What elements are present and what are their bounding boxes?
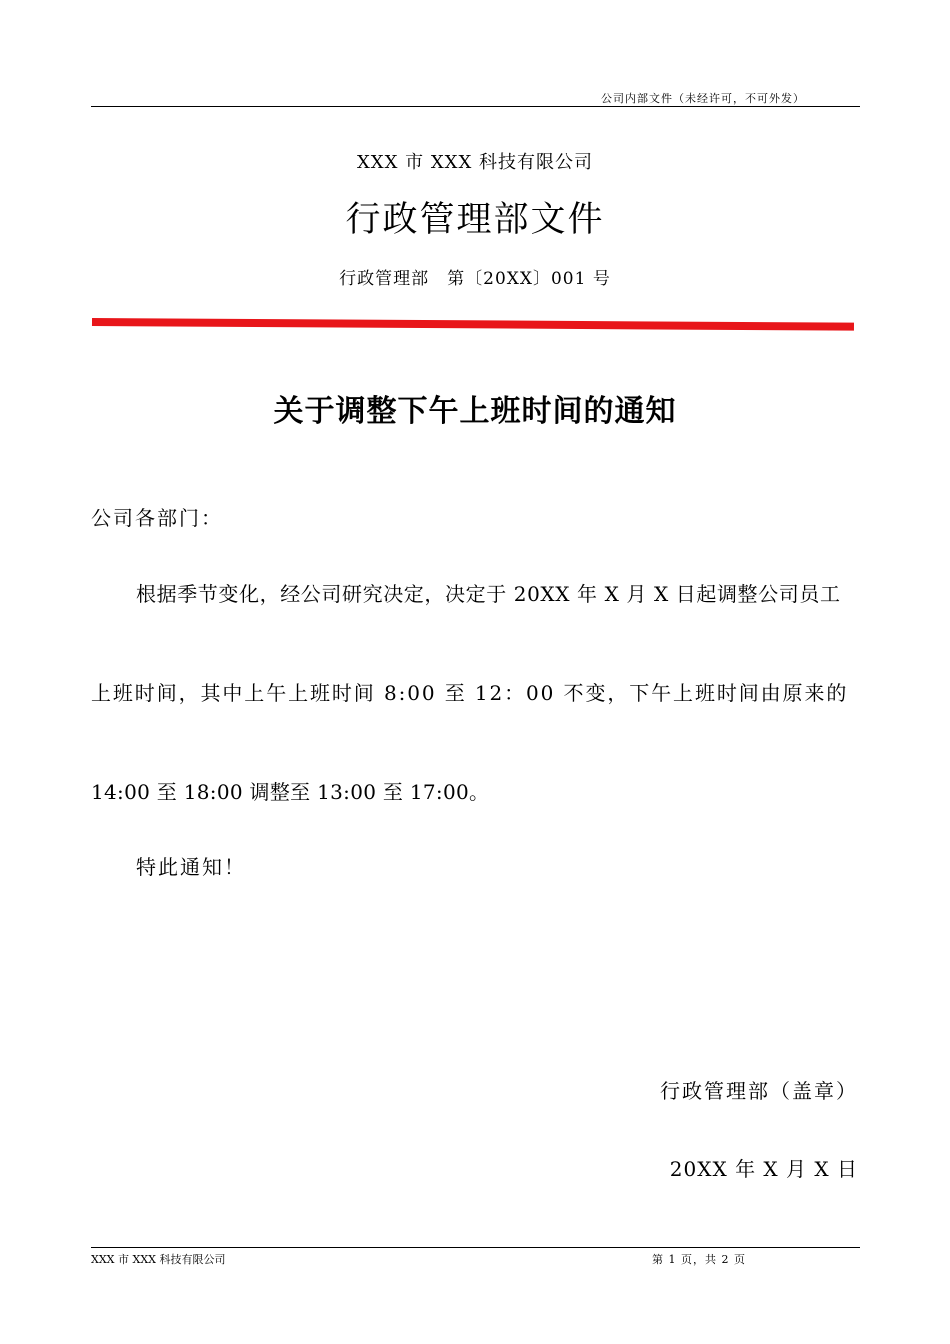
signature-department: 行政管理部（盖章） (660, 1079, 858, 1103)
letterhead-company: XXX 市 XXX 科技有限公司 (356, 152, 594, 173)
letterhead-title: 行政管理部文件 (345, 200, 605, 240)
header-confidential-note: 公司内部文件（未经许可，不可外发） (601, 92, 805, 105)
header-rule (91, 106, 860, 107)
body-line-1: 根据季节变化，经公司研究决定，决定于 20XX 年 X 月 X 日起调整公司员工 (136, 582, 841, 606)
signature-date: 20XX 年 X 月 X 日 (669, 1157, 858, 1181)
footer-rule (91, 1247, 860, 1248)
body-line-3: 14:00 至 18:00 调整至 13:00 至 17:00。 (91, 780, 490, 804)
document-number: 行政管理部 第〔20XX〕001 号 (339, 269, 611, 289)
footer-company: XXX 市 XXX 科技有限公司 (91, 1253, 226, 1266)
red-separator-rule (92, 318, 854, 331)
salutation: 公司各部门： (91, 506, 223, 530)
closing-remark: 特此通知！ (136, 855, 246, 879)
notice-title: 关于调整下午上班时间的通知 (273, 394, 677, 429)
footer-page-number: 第 1 页，共 2 页 (652, 1253, 746, 1266)
body-line-2: 上班时间，其中上午上班时间 8:00 至 12：00 不变，下午上班时间由原来的 (91, 681, 849, 705)
